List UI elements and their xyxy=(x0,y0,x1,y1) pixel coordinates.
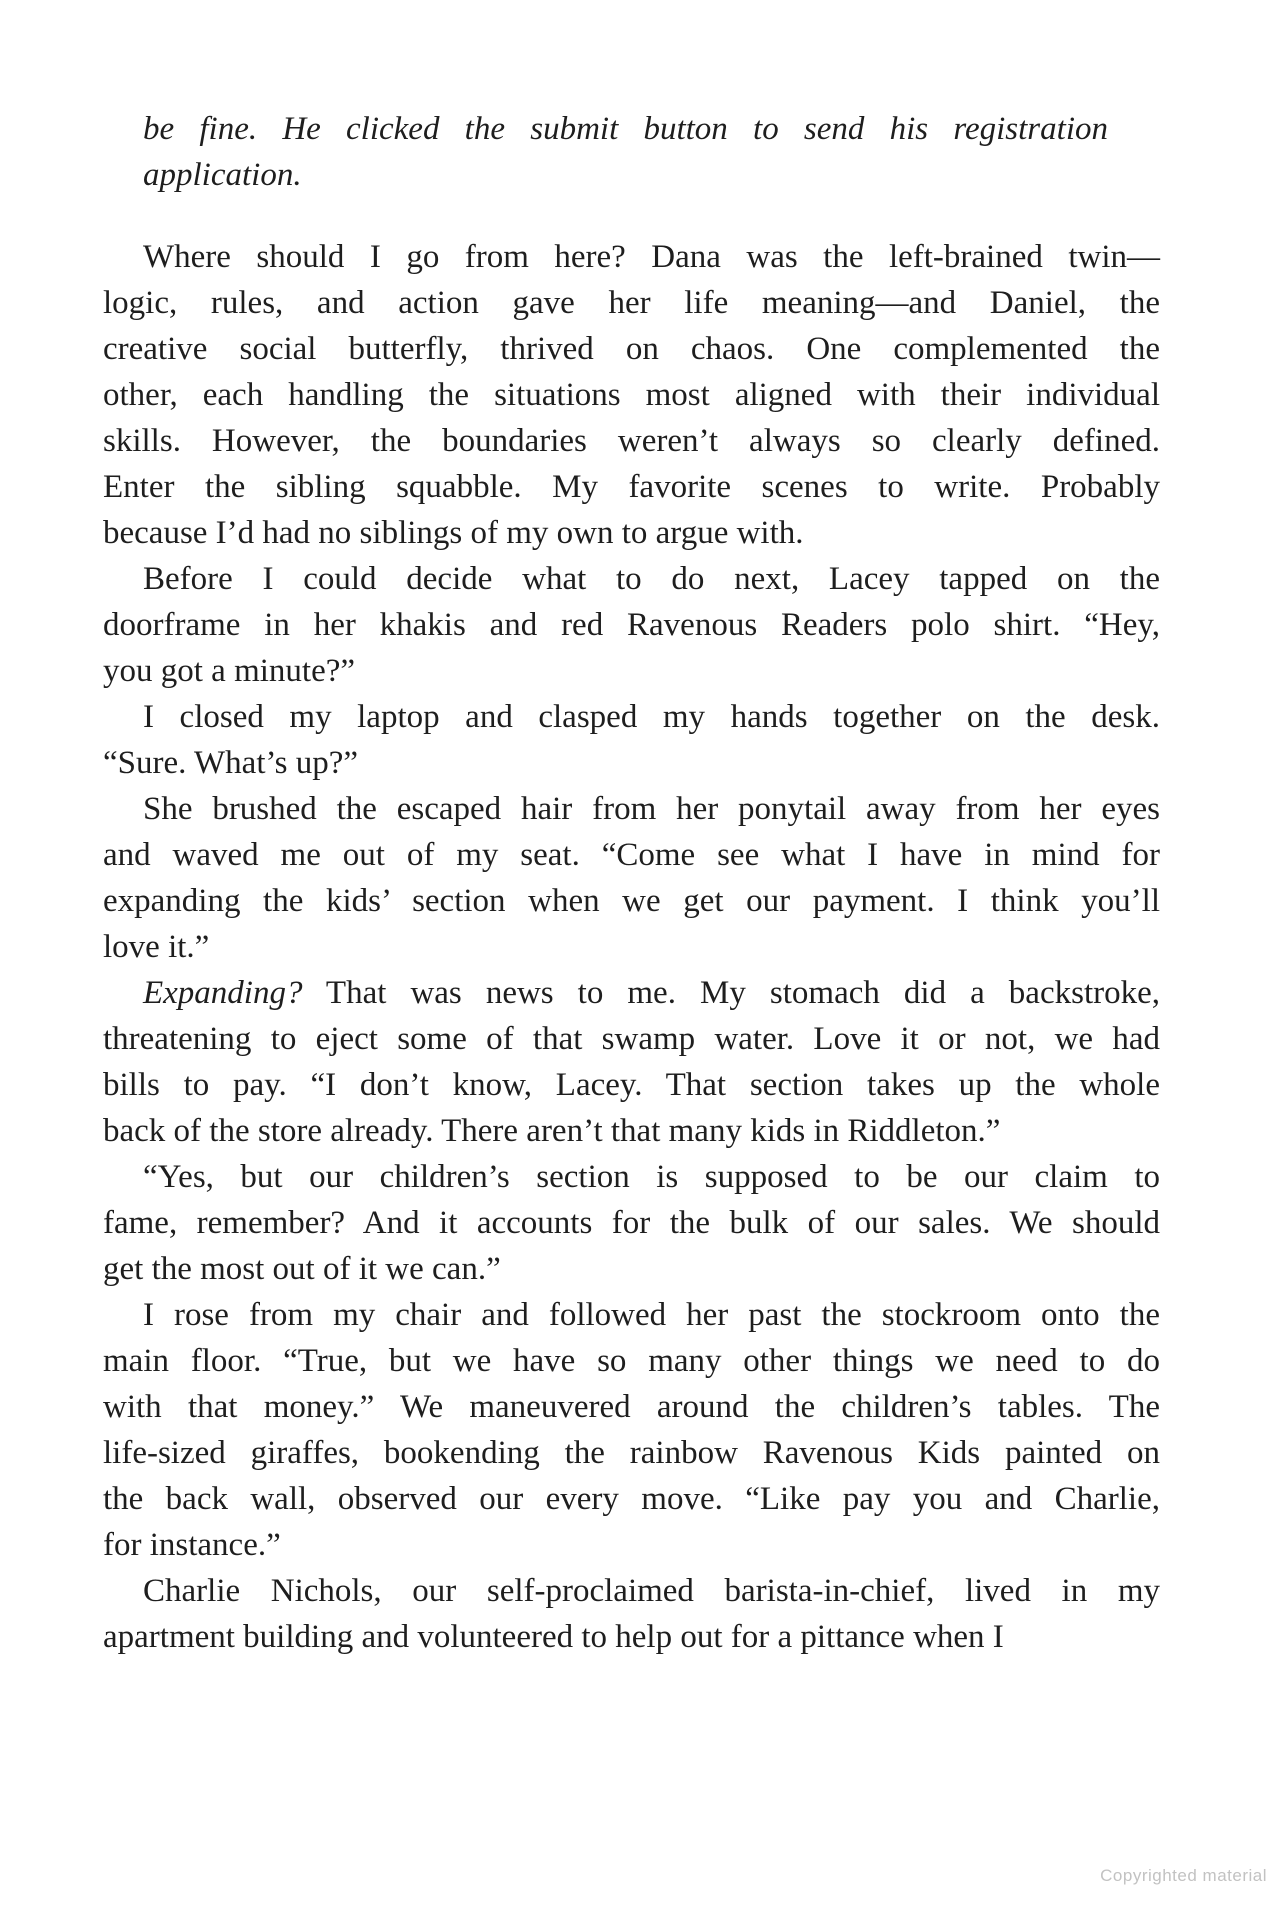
text-line xyxy=(103,970,1160,1016)
text-line xyxy=(103,832,1160,878)
text-line xyxy=(103,1246,1160,1292)
italic-quote-paragraph xyxy=(103,106,1160,198)
text-line xyxy=(103,1568,1160,1614)
page-text-block xyxy=(103,106,1160,1660)
text-line xyxy=(103,326,1160,372)
text-line xyxy=(103,280,1160,326)
text-line xyxy=(103,234,1160,280)
text-line xyxy=(103,602,1160,648)
text-segment: “Sure. What’s up?” xyxy=(103,745,359,781)
text-segment: with that money.” We maneuvered around the children’s tables. The xyxy=(103,1389,1160,1425)
paragraph xyxy=(103,694,1160,786)
italic-text-segment: Expanding? xyxy=(143,975,303,1011)
text-segment: “Yes, but our children’s section is supposed to be our claim to xyxy=(143,1159,1160,1195)
text-segment: other, each handling the situations most aligned with their individual xyxy=(103,377,1160,413)
italic-text-segment: be fine. He clicked the submit button to send his registration xyxy=(143,111,1108,147)
text-line xyxy=(103,786,1160,832)
italic-text-segment: application. xyxy=(143,157,302,193)
text-line xyxy=(103,1476,1160,1522)
text-segment: I closed my laptop and clasped my hands together on the desk. xyxy=(143,699,1160,735)
text-line xyxy=(103,1614,1160,1660)
text-segment: fame, remember? And it accounts for the bulk of our sales. We should xyxy=(103,1205,1160,1241)
text-line xyxy=(103,1522,1160,1568)
text-line xyxy=(103,1292,1160,1338)
text-line xyxy=(103,1430,1160,1476)
text-segment: Where should I go from here? Dana was the left-brained twin— xyxy=(143,239,1160,275)
text-line xyxy=(143,152,1108,198)
text-segment: for instance.” xyxy=(103,1527,281,1563)
text-line xyxy=(103,372,1160,418)
text-segment: threatening to eject some of that swamp water. Love it or not, we had xyxy=(103,1021,1160,1057)
text-line xyxy=(103,556,1160,602)
text-line xyxy=(103,694,1160,740)
text-segment: She brushed the escaped hair from her ponytail away from her eyes xyxy=(143,791,1160,827)
text-segment: get the most out of it we can.” xyxy=(103,1251,501,1287)
text-line xyxy=(103,648,1160,694)
paragraph xyxy=(103,970,1160,1154)
text-segment: life-sized giraffes, bookending the rainbow Ravenous Kids painted on xyxy=(103,1435,1160,1471)
text-segment: logic, rules, and action gave her life meaning—and Daniel, the xyxy=(103,285,1160,321)
text-segment: skills. However, the boundaries weren’t always so clearly defined. xyxy=(103,423,1160,459)
text-segment: love it.” xyxy=(103,929,210,965)
text-line xyxy=(103,878,1160,924)
copyright-material-label: Copyrighted material xyxy=(1100,1866,1267,1885)
text-segment: main floor. “True, but we have so many other things we need to do xyxy=(103,1343,1160,1379)
text-line xyxy=(103,1062,1160,1108)
text-segment: bills to pay. “I don’t know, Lacey. That section takes up the whole xyxy=(103,1067,1160,1103)
paragraph xyxy=(103,234,1160,556)
text-segment: Charlie Nichols, our self-proclaimed barista-in-chief, lived in my xyxy=(143,1573,1160,1609)
text-segment: creative social butterfly, thrived on chaos. One complemented the xyxy=(103,331,1160,367)
text-segment: and waved me out of my seat. “Come see what I have in mind for xyxy=(103,837,1160,873)
text-line xyxy=(103,1384,1160,1430)
text-segment: I rose from my chair and followed her past the stockroom onto the xyxy=(143,1297,1160,1333)
text-line xyxy=(143,106,1108,152)
text-segment: Enter the sibling squabble. My favorite scenes to write. Probably xyxy=(103,469,1160,505)
text-segment: apartment building and volunteered to help out for a pittance when I xyxy=(103,1619,1004,1655)
paragraph xyxy=(103,1154,1160,1292)
paragraph xyxy=(103,1568,1160,1660)
text-line xyxy=(103,924,1160,970)
text-segment: back of the store already. There aren’t that many kids in Riddleton.” xyxy=(103,1113,1001,1149)
text-segment: That was news to me. My stomach did a backstroke, xyxy=(302,975,1160,1011)
text-line xyxy=(103,1154,1160,1200)
text-line xyxy=(103,1016,1160,1062)
text-line xyxy=(103,464,1160,510)
text-line xyxy=(103,1108,1160,1154)
text-segment: Before I could decide what to do next, Lacey tapped on the xyxy=(143,561,1160,597)
text-segment: you got a minute?” xyxy=(103,653,356,689)
text-line xyxy=(103,740,1160,786)
text-line xyxy=(103,1200,1160,1246)
text-segment: doorframe in her khakis and red Ravenous Readers polo shirt. “Hey, xyxy=(103,607,1160,643)
text-line xyxy=(103,418,1160,464)
text-segment: because I’d had no siblings of my own to argue with. xyxy=(103,515,804,551)
text-segment: the back wall, observed our every move. “Like pay you and Charlie, xyxy=(103,1481,1160,1517)
text-segment: expanding the kids’ section when we get our payment. I think you’ll xyxy=(103,883,1160,919)
paragraph xyxy=(103,1292,1160,1568)
text-line xyxy=(103,510,1160,556)
text-line xyxy=(103,1338,1160,1384)
paragraph xyxy=(103,786,1160,970)
paragraph xyxy=(103,556,1160,694)
